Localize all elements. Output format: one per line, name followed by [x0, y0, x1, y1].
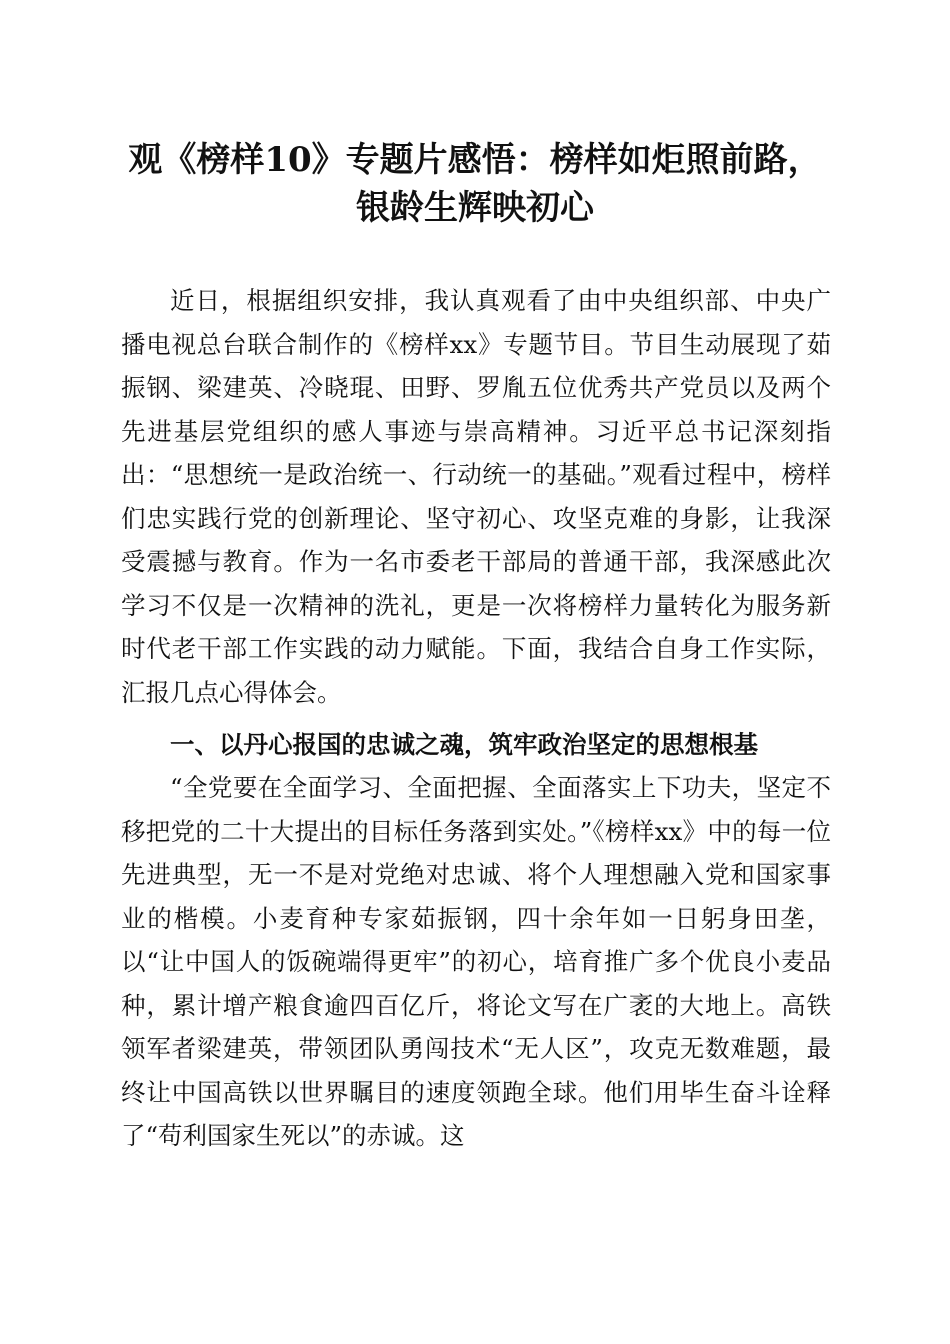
section-1-paragraph: “全党要在全面学习、全面把握、全面落实上下功夫，坚定不移把党的二十大提出的目标任务落到实处。”《榜样xx》中的每一位先进典型，无一不是对党绝对忠诚、将个人理想融入党和国家事业的楷模。小麦育种专家茹振钢，四十余年如一日躬身田垄，以“让中国人的饭碗端得更牢”的初心，培育推广多个优良小麦品种，累计增产粮食逾四百亿斤，将论文写在广袤的大地上。高铁领军者梁建英，带领团队勇闯技术“无人区”，攻克无数难题，最终让中国高铁以世界瞩目的速度领跑全球。他们用毕生奋斗诠释了“苟利国家生死以”的赤诚。这 — [121, 773, 831, 1150]
intro-paragraph: 近日，根据组织安排，我认真观看了由中央组织部、中央广播电视总台联合制作的《榜样xx》专题节目。节目生动展现了茹振钢、梁建英、冷晓琨、田野、罗胤五位优秀共产党员以及两个先进基层党组织的感人事迹与崇高精神。习近平总书记深刻指出：“思想统一是政治统一、行动统一的基础。”观看过程中，榜样们忠实践行党的创新理论、坚守初心、攻坚克难的身影，让我深受震撼与教育。作为一名市委老干部局的普通干部，我深感此次学习不仅是一次精神的洗礼，更是一次将榜样力量转化为服务新时代老干部工作实践的动力赋能。下面，我结合自身工作实际，汇报几点心得体会。 — [121, 286, 831, 707]
document-title-line-1: 观《榜样10》专题片感悟：榜样如炬照前路， — [128, 140, 822, 180]
document-title-line-2: 银龄生辉映初心 — [356, 188, 594, 228]
section-heading-1: 一、以丹心报国的忠诚之魂，筑牢政治坚定的思想根基 — [170, 730, 758, 759]
